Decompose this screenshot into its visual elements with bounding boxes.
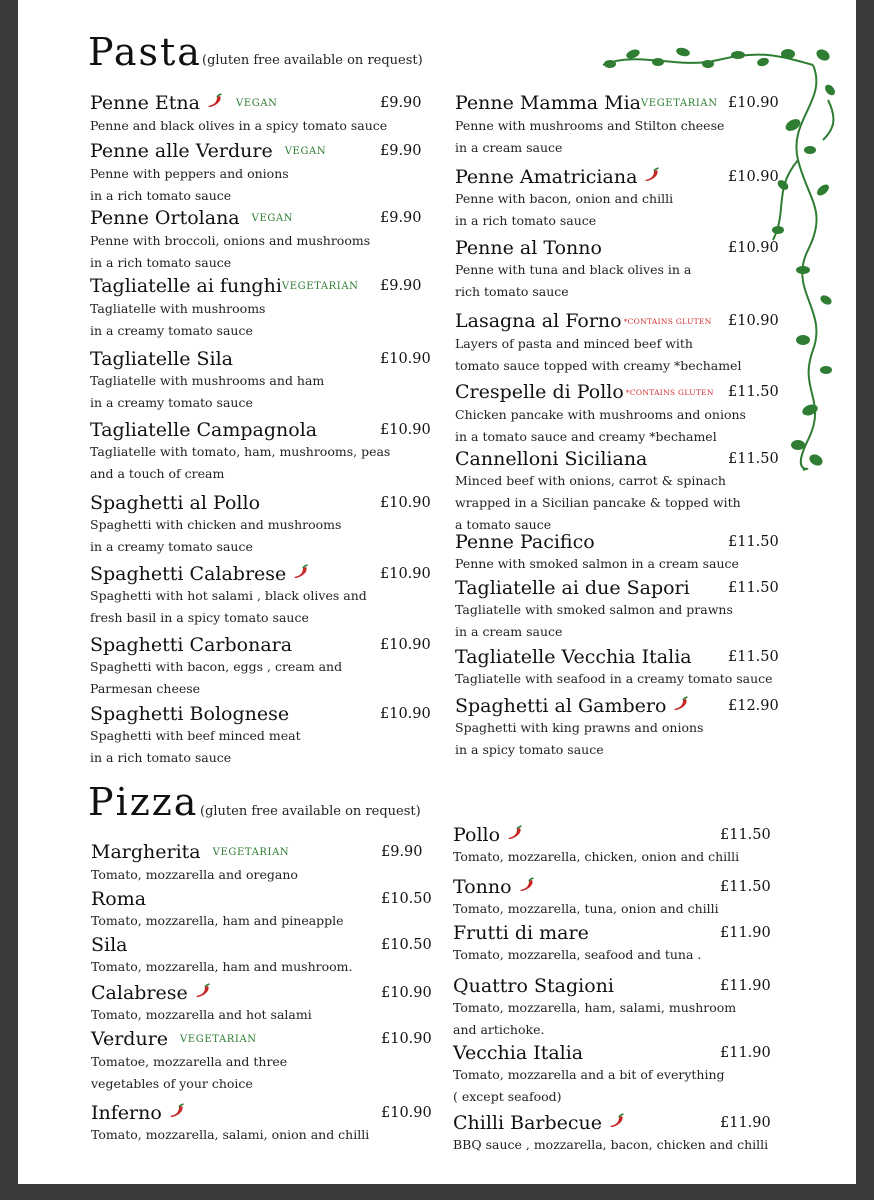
menu-item-description: in a spicy tomato sauce bbox=[455, 742, 604, 757]
menu-item-description: in a creamy tomato sauce bbox=[90, 395, 253, 410]
menu-item-name-line bbox=[455, 448, 741, 470]
menu-item-description: Tagliatelle with smoked salmon and prawns bbox=[455, 602, 733, 617]
menu-item-description: Spaghetti with chicken and mushrooms bbox=[90, 517, 342, 532]
menu-item bbox=[90, 92, 387, 137]
menu-item-name: Tagliatelle ai funghi bbox=[90, 275, 282, 297]
menu-item bbox=[453, 922, 701, 966]
menu-item bbox=[91, 934, 353, 978]
menu-item-description: Tomato, mozzarella, chicken, onion and chilli bbox=[453, 849, 740, 864]
menu-item-price: £10.90 bbox=[728, 240, 779, 256]
menu-item-name-line bbox=[90, 348, 324, 370]
menu-item-description: in a creamy tomato sauce bbox=[90, 539, 253, 554]
menu-item-price: £11.50 bbox=[720, 827, 771, 843]
menu-item-price: £12.90 bbox=[728, 698, 779, 714]
menu-item-price: £11.90 bbox=[720, 1045, 771, 1061]
menu-item-name-line bbox=[455, 92, 724, 115]
menu-item-name: Tagliatelle Sila bbox=[90, 348, 233, 370]
menu-item-name: Tonno bbox=[453, 876, 512, 898]
menu-item-name: Calabrese bbox=[91, 982, 188, 1004]
menu-item-description: vegetables of your choice bbox=[91, 1076, 253, 1091]
menu-item-price: £11.90 bbox=[720, 978, 771, 994]
menu-item-name-line bbox=[453, 975, 736, 997]
diet-tag: VEGETARIAN bbox=[212, 847, 290, 858]
menu-item-description: Penne and black olives in a spicy tomato sauce bbox=[90, 118, 388, 133]
menu-item-description: Tomato, mozzarella, salami, onion and chilli bbox=[91, 1127, 370, 1142]
menu-item bbox=[455, 695, 703, 761]
menu-item-price: £10.90 bbox=[381, 1105, 432, 1121]
menu-item-price: £10.90 bbox=[380, 422, 431, 438]
menu-item-price: £10.90 bbox=[380, 566, 431, 582]
chili-pepper-icon bbox=[292, 564, 310, 580]
menu-item-description: Tagliatelle with tomato, ham, mushrooms, peas bbox=[90, 444, 391, 459]
menu-item-description: Penne with tuna and black olives in a bbox=[455, 262, 692, 277]
menu-item bbox=[90, 634, 342, 700]
diet-tag: VEGAN bbox=[251, 213, 294, 224]
menu-item-price: £10.90 bbox=[381, 1031, 432, 1047]
menu-item-name-line bbox=[90, 563, 367, 585]
menu-item bbox=[455, 237, 691, 303]
menu-item-description: Tomato, mozzarella, ham and mushroom. bbox=[91, 959, 353, 974]
menu-item-description: Penne with broccoli, onions and mushrooms bbox=[90, 233, 371, 248]
menu-item-description: a tomato sauce bbox=[455, 517, 552, 532]
menu-item-price: £10.90 bbox=[728, 95, 779, 111]
menu-item-name: Margherita bbox=[91, 841, 201, 863]
chili-pepper-icon bbox=[518, 877, 536, 893]
menu-item-name-line bbox=[90, 140, 326, 163]
menu-item-name-line bbox=[90, 703, 301, 725]
chili-pepper-icon bbox=[608, 1113, 626, 1129]
menu-item-description: Penne with mushrooms and Stilton cheese bbox=[455, 118, 725, 133]
menu-item-name-line bbox=[90, 492, 341, 514]
menu-item-price: £10.90 bbox=[381, 985, 432, 1001]
diet-tag: VEGETARIAN bbox=[640, 98, 718, 109]
menu-item-price: £11.50 bbox=[728, 384, 779, 400]
menu-item-description: in a rich tomato sauce bbox=[90, 750, 232, 765]
menu-item-name: Spaghetti al Gambero bbox=[455, 695, 667, 717]
diet-tag: VEGAN bbox=[236, 98, 278, 109]
menu-item-name-line bbox=[90, 92, 387, 115]
menu-item-description: Tomato, mozzarella and oregano bbox=[91, 867, 298, 882]
menu-item-description: Penne with peppers and onions bbox=[90, 166, 289, 181]
menu-item-name-line bbox=[90, 275, 359, 298]
menu-item-description: ( except seafood) bbox=[453, 1089, 562, 1104]
menu-item-description: Tomato, mozzarella and a bit of everything bbox=[453, 1067, 725, 1082]
menu-item-description: and a touch of cream bbox=[90, 466, 225, 481]
pizza-title: Pizza bbox=[88, 780, 199, 824]
menu-item-price: £10.90 bbox=[380, 495, 431, 511]
menu-item-name: Frutti di mare bbox=[453, 922, 589, 944]
menu-item-name-line bbox=[455, 166, 673, 188]
menu-item-price: £11.90 bbox=[720, 925, 771, 941]
menu-item bbox=[453, 975, 736, 1041]
menu-item bbox=[453, 876, 719, 920]
menu-item-description: fresh basil in a spicy tomato sauce bbox=[90, 610, 309, 625]
menu-item-name-line bbox=[90, 207, 370, 230]
menu-item-description: tomato sauce topped with creamy *bechamel bbox=[455, 358, 742, 373]
menu-item-price: £10.90 bbox=[728, 169, 779, 185]
menu-item-price: £10.90 bbox=[380, 351, 431, 367]
menu-item-name-line bbox=[90, 419, 390, 441]
menu-item-name: Sila bbox=[91, 934, 128, 956]
menu-item bbox=[91, 1102, 369, 1146]
menu-item-description: Tagliatelle with mushrooms and ham bbox=[90, 373, 325, 388]
menu-item-name: Penne Amatriciana bbox=[455, 166, 638, 188]
menu-item-name-line bbox=[455, 381, 746, 404]
menu-item-name: Quattro Stagioni bbox=[453, 975, 614, 997]
menu-item-price: £10.50 bbox=[381, 937, 432, 953]
menu-item-description: Tomato, mozzarella, tuna, onion and chilli bbox=[453, 901, 719, 916]
menu-item-description: Spaghetti with beef minced meat bbox=[90, 728, 301, 743]
gluten-tag: *CONTAINS GLUTEN bbox=[625, 388, 714, 397]
menu-item-price: £9.90 bbox=[381, 844, 423, 860]
menu-item-name-line bbox=[453, 922, 701, 944]
menu-item-name: Tagliatelle Campagnola bbox=[90, 419, 318, 441]
menu-item bbox=[453, 1042, 725, 1108]
menu-item bbox=[91, 982, 312, 1026]
pasta-note: (gluten free available on request) bbox=[202, 53, 423, 68]
menu-item bbox=[90, 275, 359, 342]
menu-item-description: in a cream sauce bbox=[455, 140, 563, 155]
menu-item-name: Spaghetti Calabrese bbox=[90, 563, 287, 585]
menu-item-description: Tagliatelle with mushrooms bbox=[90, 301, 266, 316]
menu-item-name-line bbox=[455, 310, 741, 333]
menu-item bbox=[91, 841, 298, 886]
menu-item bbox=[455, 381, 746, 448]
menu-item-name-line bbox=[453, 1042, 725, 1064]
menu-item bbox=[455, 646, 773, 690]
menu-item-name-line bbox=[91, 1102, 369, 1124]
menu-item bbox=[90, 492, 341, 558]
menu-item-name-line bbox=[455, 646, 773, 668]
menu-item-name: Penne Ortolana bbox=[90, 207, 240, 229]
menu-item bbox=[455, 577, 733, 643]
menu-item bbox=[91, 888, 344, 932]
menu-item-description: Penne with bacon, onion and chilli bbox=[455, 191, 674, 206]
menu-item-description: Tomatoe, mozzarella and three bbox=[91, 1054, 288, 1069]
menu-item bbox=[90, 348, 324, 414]
menu-item-price: £9.90 bbox=[380, 210, 422, 226]
menu-item bbox=[90, 419, 390, 485]
menu-item-price: £9.90 bbox=[380, 278, 422, 294]
menu-item-description: in a rich tomato sauce bbox=[455, 213, 597, 228]
menu-item bbox=[455, 531, 739, 575]
menu-item-description: Layers of pasta and minced beef with bbox=[455, 336, 693, 351]
chili-pepper-icon bbox=[506, 825, 524, 841]
menu-item-name: Lasagna al Forno bbox=[455, 310, 622, 332]
menu-item-name: Spaghetti al Pollo bbox=[90, 492, 261, 514]
menu-item-description: in a cream sauce bbox=[455, 624, 563, 639]
menu-item bbox=[90, 703, 301, 769]
diet-tag: VEGAN bbox=[284, 146, 327, 157]
menu-item-description: Tomato, mozzarella, seafood and tuna . bbox=[453, 947, 702, 962]
menu-item-name-line bbox=[455, 695, 703, 717]
chili-pepper-icon bbox=[194, 983, 212, 999]
menu-item bbox=[90, 563, 367, 629]
menu-item-description: in a rich tomato sauce bbox=[90, 255, 232, 270]
menu-item-description: Tagliatelle with seafood in a creamy tomato sauce bbox=[455, 671, 773, 686]
menu-item-name: Chilli Barbecue bbox=[453, 1112, 603, 1134]
chili-pepper-icon bbox=[672, 696, 690, 712]
menu-item-price: £10.90 bbox=[728, 313, 779, 329]
menu-item-name: Pollo bbox=[453, 824, 501, 846]
pasta-title: Pasta bbox=[88, 30, 202, 74]
menu-item-description: Spaghetti with bacon, eggs , cream and bbox=[90, 659, 343, 674]
menu-item-name-line bbox=[455, 237, 691, 259]
menu-item-price: £9.90 bbox=[380, 143, 422, 159]
menu-item-name: Penne al Tonno bbox=[455, 237, 602, 259]
gluten-tag: *CONTAINS GLUTEN bbox=[623, 317, 712, 326]
menu-item-description: wrapped in a Sicilian pancake & topped with bbox=[455, 495, 741, 510]
menu-item-description: Minced beef with onions, carrot & spinach bbox=[455, 473, 726, 488]
menu-item-name: Penne Pacifico bbox=[455, 531, 595, 553]
menu-item-description: rich tomato sauce bbox=[455, 284, 569, 299]
chili-pepper-icon bbox=[643, 167, 661, 183]
menu-item-name-line bbox=[91, 841, 298, 864]
menu-item-name: Vecchia Italia bbox=[453, 1042, 584, 1064]
menu-item-name: Crespelle di Pollo bbox=[455, 381, 624, 403]
menu-item-description: Parmesan cheese bbox=[90, 681, 201, 696]
menu-item-name: Spaghetti Bolognese bbox=[90, 703, 290, 725]
menu-item-name-line bbox=[90, 634, 342, 656]
menu-item-name: Tagliatelle Vecchia Italia bbox=[455, 646, 692, 668]
menu-item-name: Tagliatelle ai due Sapori bbox=[455, 577, 690, 599]
menu-item bbox=[91, 1028, 287, 1095]
diet-tag: VEGETARIAN bbox=[281, 281, 359, 292]
menu-item-price: £11.50 bbox=[728, 534, 779, 550]
pizza-note: (gluten free available on request) bbox=[200, 804, 421, 819]
menu-item-description: Spaghetti with hot salami , black olives and bbox=[90, 588, 367, 603]
menu-item-price: £11.50 bbox=[728, 649, 779, 665]
chili-pepper-icon bbox=[168, 1103, 186, 1119]
menu-item-price: £11.50 bbox=[728, 451, 779, 467]
menu-item-name-line bbox=[91, 982, 312, 1004]
menu-item-description: Spaghetti with king prawns and onions bbox=[455, 720, 704, 735]
menu-item-description: in a rich tomato sauce bbox=[90, 188, 232, 203]
menu-item bbox=[455, 92, 724, 159]
chili-pepper-icon bbox=[206, 93, 224, 109]
menu-item-name-line bbox=[91, 888, 344, 910]
menu-item-price: £11.50 bbox=[728, 580, 779, 596]
menu-item bbox=[455, 448, 741, 536]
menu-item-name: Penne alle Verdure bbox=[90, 140, 273, 162]
menu-item-name-line bbox=[91, 1028, 287, 1051]
menu-item-name-line bbox=[455, 577, 733, 599]
menu-item-description: in a creamy tomato sauce bbox=[90, 323, 253, 338]
menu-item-description: Penne with smoked salmon in a cream sauce bbox=[455, 556, 739, 571]
menu-item-description: and artichoke. bbox=[453, 1022, 545, 1037]
menu-page bbox=[18, 0, 856, 1184]
menu-item-name: Spaghetti Carbonara bbox=[90, 634, 293, 656]
menu-item-name: Inferno bbox=[91, 1102, 162, 1124]
menu-item-name-line bbox=[455, 531, 739, 553]
menu-item-price: £11.50 bbox=[720, 879, 771, 895]
menu-item-name: Verdure bbox=[91, 1028, 169, 1050]
menu-item-price: £10.90 bbox=[380, 706, 431, 722]
menu-item-price: £10.50 bbox=[381, 891, 432, 907]
menu-item-description: BBQ sauce , mozzarella, bacon, chicken and chilli bbox=[453, 1137, 769, 1152]
menu-item-name: Penne Mamma Mia bbox=[455, 92, 641, 114]
menu-item-description: in a tomato sauce and creamy *bechamel bbox=[455, 429, 717, 444]
diet-tag: VEGETARIAN bbox=[180, 1034, 257, 1045]
menu-item-description: Chicken pancake with mushrooms and onions bbox=[455, 407, 746, 422]
menu-item-name: Cannelloni Siciliana bbox=[455, 448, 648, 470]
menu-item-price: £9.90 bbox=[380, 95, 422, 111]
menu-item-price: £11.90 bbox=[720, 1115, 771, 1131]
menu-item-name-line bbox=[453, 824, 739, 846]
menu-item-description: Tomato, mozzarella, ham, salami, mushroom bbox=[453, 1000, 737, 1015]
menu-item bbox=[90, 140, 326, 207]
menu-item bbox=[90, 207, 370, 274]
menu-item-name-line bbox=[91, 934, 353, 956]
menu-item bbox=[455, 166, 673, 232]
menu-item-description: Tomato, mozzarella, ham and pineapple bbox=[91, 913, 344, 928]
menu-item bbox=[453, 824, 739, 868]
menu-item-name: Penne Etna bbox=[90, 92, 201, 114]
menu-item-name: Roma bbox=[91, 888, 147, 910]
menu-item bbox=[455, 310, 741, 377]
menu-item-description: Tomato, mozzarella and hot salami bbox=[91, 1007, 312, 1022]
menu-item-price: £10.90 bbox=[380, 637, 431, 653]
menu-item-name-line bbox=[453, 876, 719, 898]
